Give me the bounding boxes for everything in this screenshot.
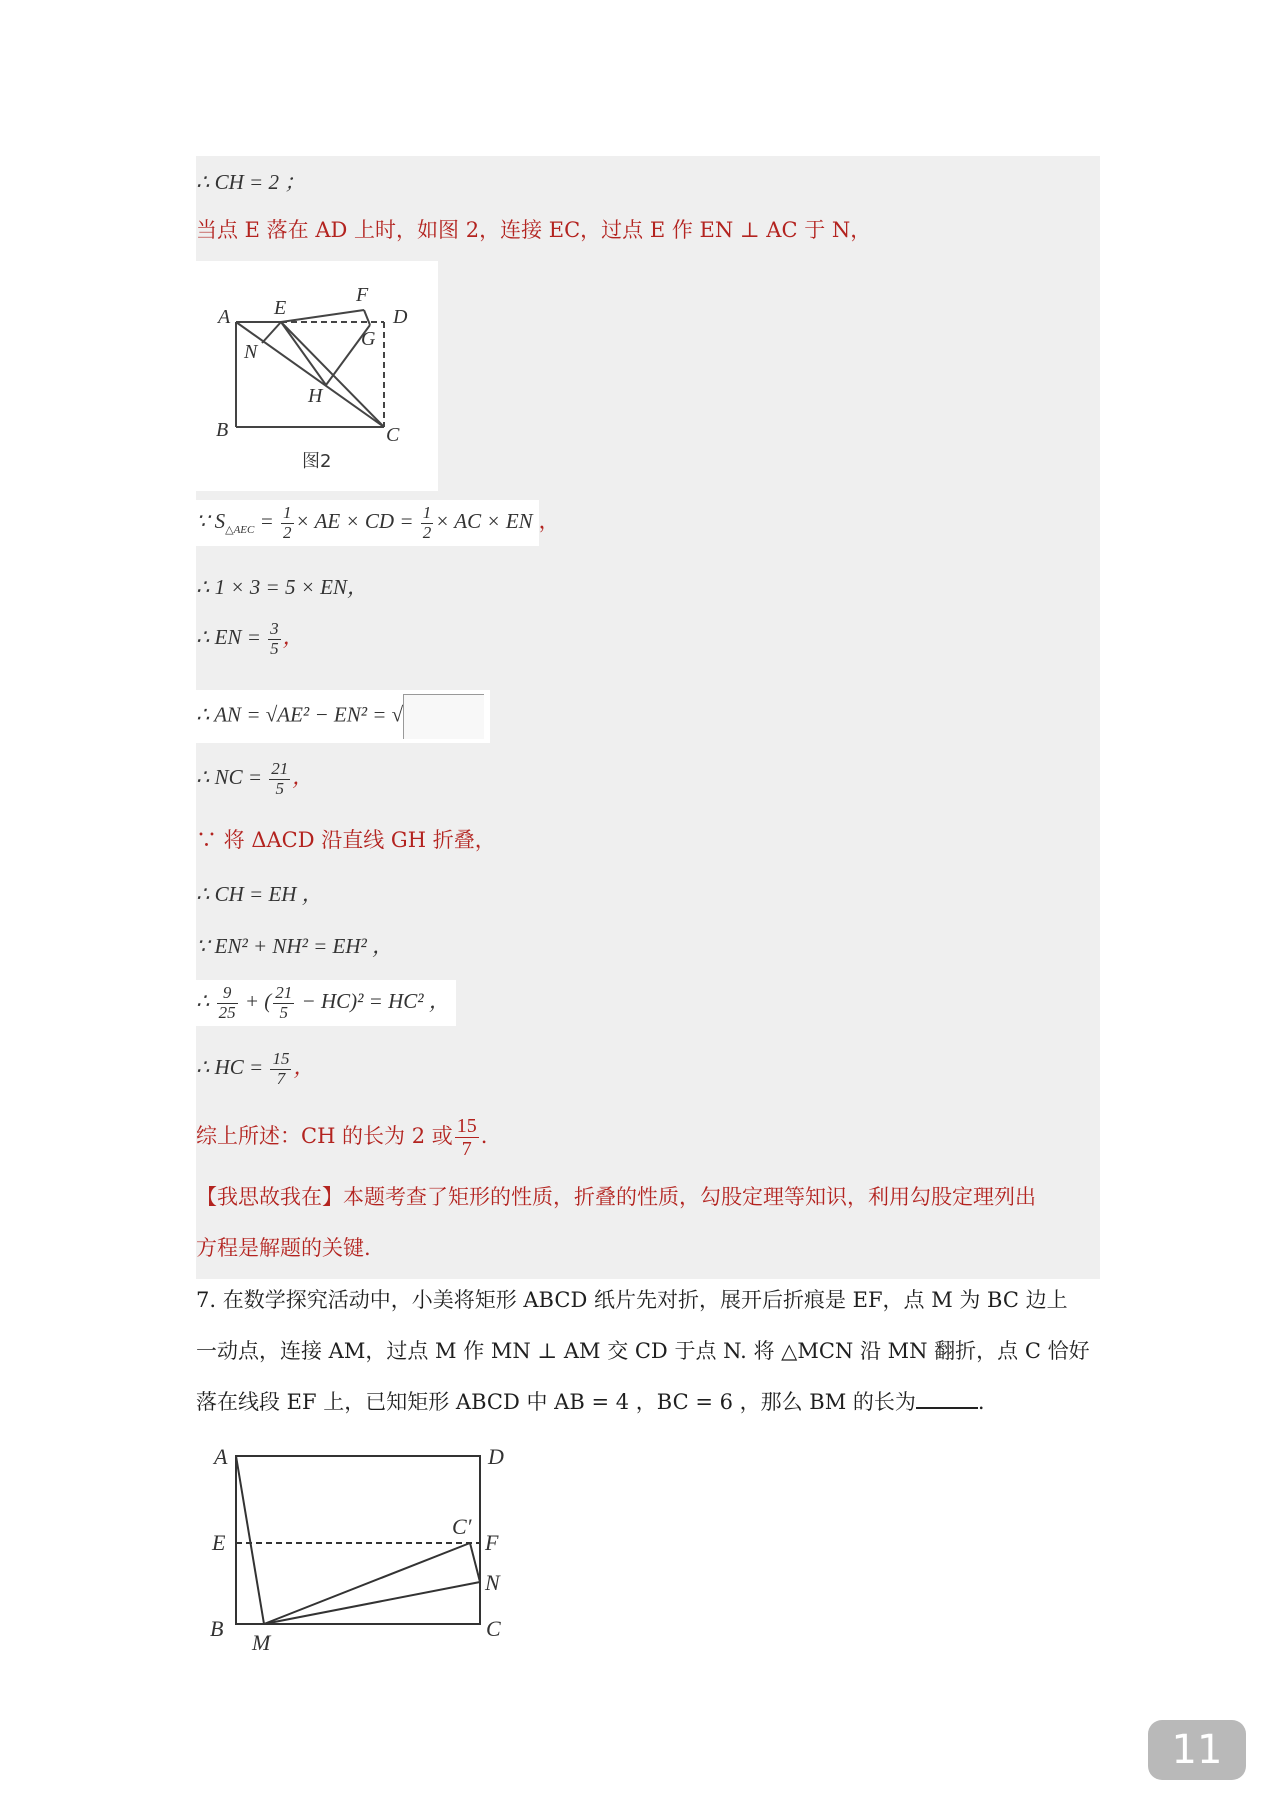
solution-line-nc: ∴ NC = $\frac{21}{5}$ ，	[196, 759, 314, 798]
question-7-line-1: 7. 在数学探究活动中，小美将矩形 ABCD 纸片先对折，展开后折痕是 EF，点 M 为 BC 边上	[196, 1288, 1068, 1312]
fig2-segment-mn	[264, 1582, 480, 1624]
answer-blank	[916, 1389, 978, 1409]
fig1-caption: 图2	[302, 451, 332, 472]
fig2-label-m: M	[252, 1630, 271, 1655]
solution-line-fold: ∵ 将 ΔACD 沿直线 GH 折叠，	[196, 828, 496, 852]
fig2-label-d: D	[488, 1444, 504, 1469]
fig2-label-c: C	[486, 1616, 501, 1641]
fig2-label-b: B	[210, 1616, 224, 1641]
fig1-label-f: F	[356, 284, 369, 306]
frac-half-1: $\frac{1}{2}$	[283, 503, 292, 542]
fig1-label-n: N	[244, 341, 258, 363]
fig2-label-f: F	[485, 1530, 499, 1555]
solution-line-ch-2: ∴ CH = 2 ；	[196, 170, 306, 194]
fig2-label-n: N	[485, 1570, 500, 1595]
fig2-label-e: E	[212, 1530, 226, 1555]
question-7-figure	[200, 1440, 520, 1664]
frac-summary: $\frac{15}{7}$	[456, 1115, 477, 1160]
figure-2-svg	[196, 261, 438, 491]
frac-en: $\frac{3}{5}$	[270, 619, 279, 658]
fig1-label-e: E	[274, 297, 287, 319]
frac-hc: $\frac{15}{7}$	[272, 1049, 290, 1088]
question-7-line-2: 一动点，连接 AM，过点 M 作 MN ⊥ AM 交 CD 于点 N. 将 △MCN 沿 MN 翻折，点 C 恰好	[196, 1339, 1090, 1363]
fig1-segment-eh	[281, 322, 326, 385]
fig2-label-a: A	[214, 1444, 228, 1469]
solution-line-an: ∴ AN = √AE² − EN² = √	[196, 690, 490, 743]
fig1-label-b: B	[216, 419, 229, 441]
solution-line-product: ∴ 1 × 3 = 5 × EN，	[196, 575, 368, 599]
solution-line-en: ∴ EN = $\frac{3}{5}$ ，	[196, 619, 304, 658]
fig1-label-a: A	[218, 306, 231, 328]
fig2-label-c-prime: C′	[452, 1514, 472, 1539]
question-7-svg	[200, 1440, 520, 1660]
question-7-line-3: 落在线段 EF 上，已知矩形 ABCD 中 AB = 4 ，BC = 6 ，那么 BM 的长为 .	[196, 1390, 985, 1414]
solution-line-ch-eh: ∴ CH = EH ，	[196, 882, 323, 906]
fig2-segment-mc-prime	[264, 1543, 470, 1624]
frac-half-2: $\frac{1}{2}$	[422, 503, 432, 542]
fig1-label-h: H	[308, 385, 323, 407]
fig1-segment-en	[262, 322, 281, 343]
solution-line-hc: ∴ HC = $\frac{15}{7}$ ，	[196, 1049, 315, 1088]
figure-2-diagram	[196, 261, 438, 491]
fig2-segment-c-prime-n	[470, 1543, 480, 1582]
fig1-label-d: D	[393, 306, 408, 328]
sqrt-placeholder-box	[403, 694, 484, 739]
frac-nc: $\frac{21}{5}$	[271, 759, 289, 798]
solution-case2-intro: 当点 E 落在 AD 上时，如图 2，连接 EC，过点 E 作 EN ⊥ AC 于 N，	[196, 218, 872, 242]
frac-21-5: $\frac{21}{5}$	[275, 983, 293, 1022]
solution-area-equation: ∵ $S_{\triangle AEC}$ = $\frac{1}{2}$ × AE × CD = $\frac{1}{2}$ × AC × EN ，	[196, 500, 560, 546]
fig1-label-c: C	[386, 424, 400, 446]
reflection-line-2: 方程是解题的关键.	[196, 1236, 371, 1260]
solution-line-pythagoras: ∵ EN² + NH² = EH² ，	[196, 934, 394, 958]
reflection-line-1: 【我思故我在】本题考查了矩形的性质，折叠的性质，勾股定理等知识，利用勾股定理列出	[196, 1185, 1036, 1209]
solution-line-equation: ∴ $\frac{9}{25}$ + ( $\frac{21}{5}$ − HC)² = HC² ，	[196, 980, 456, 1026]
fig2-rectangle-abcd	[236, 1456, 480, 1624]
fig1-label-g: G	[361, 328, 376, 350]
page-number-badge: 11	[1148, 1720, 1246, 1780]
fig2-segment-am	[236, 1456, 264, 1624]
question-7-text	[196, 1275, 1101, 1428]
solution-summary: 综上所述：CH 的长为 2 或 $\frac{15}{7}$ .	[196, 1115, 488, 1160]
frac-9-25: $\frac{9}{25}$	[218, 983, 236, 1022]
fig1-segment-ef	[281, 310, 364, 322]
